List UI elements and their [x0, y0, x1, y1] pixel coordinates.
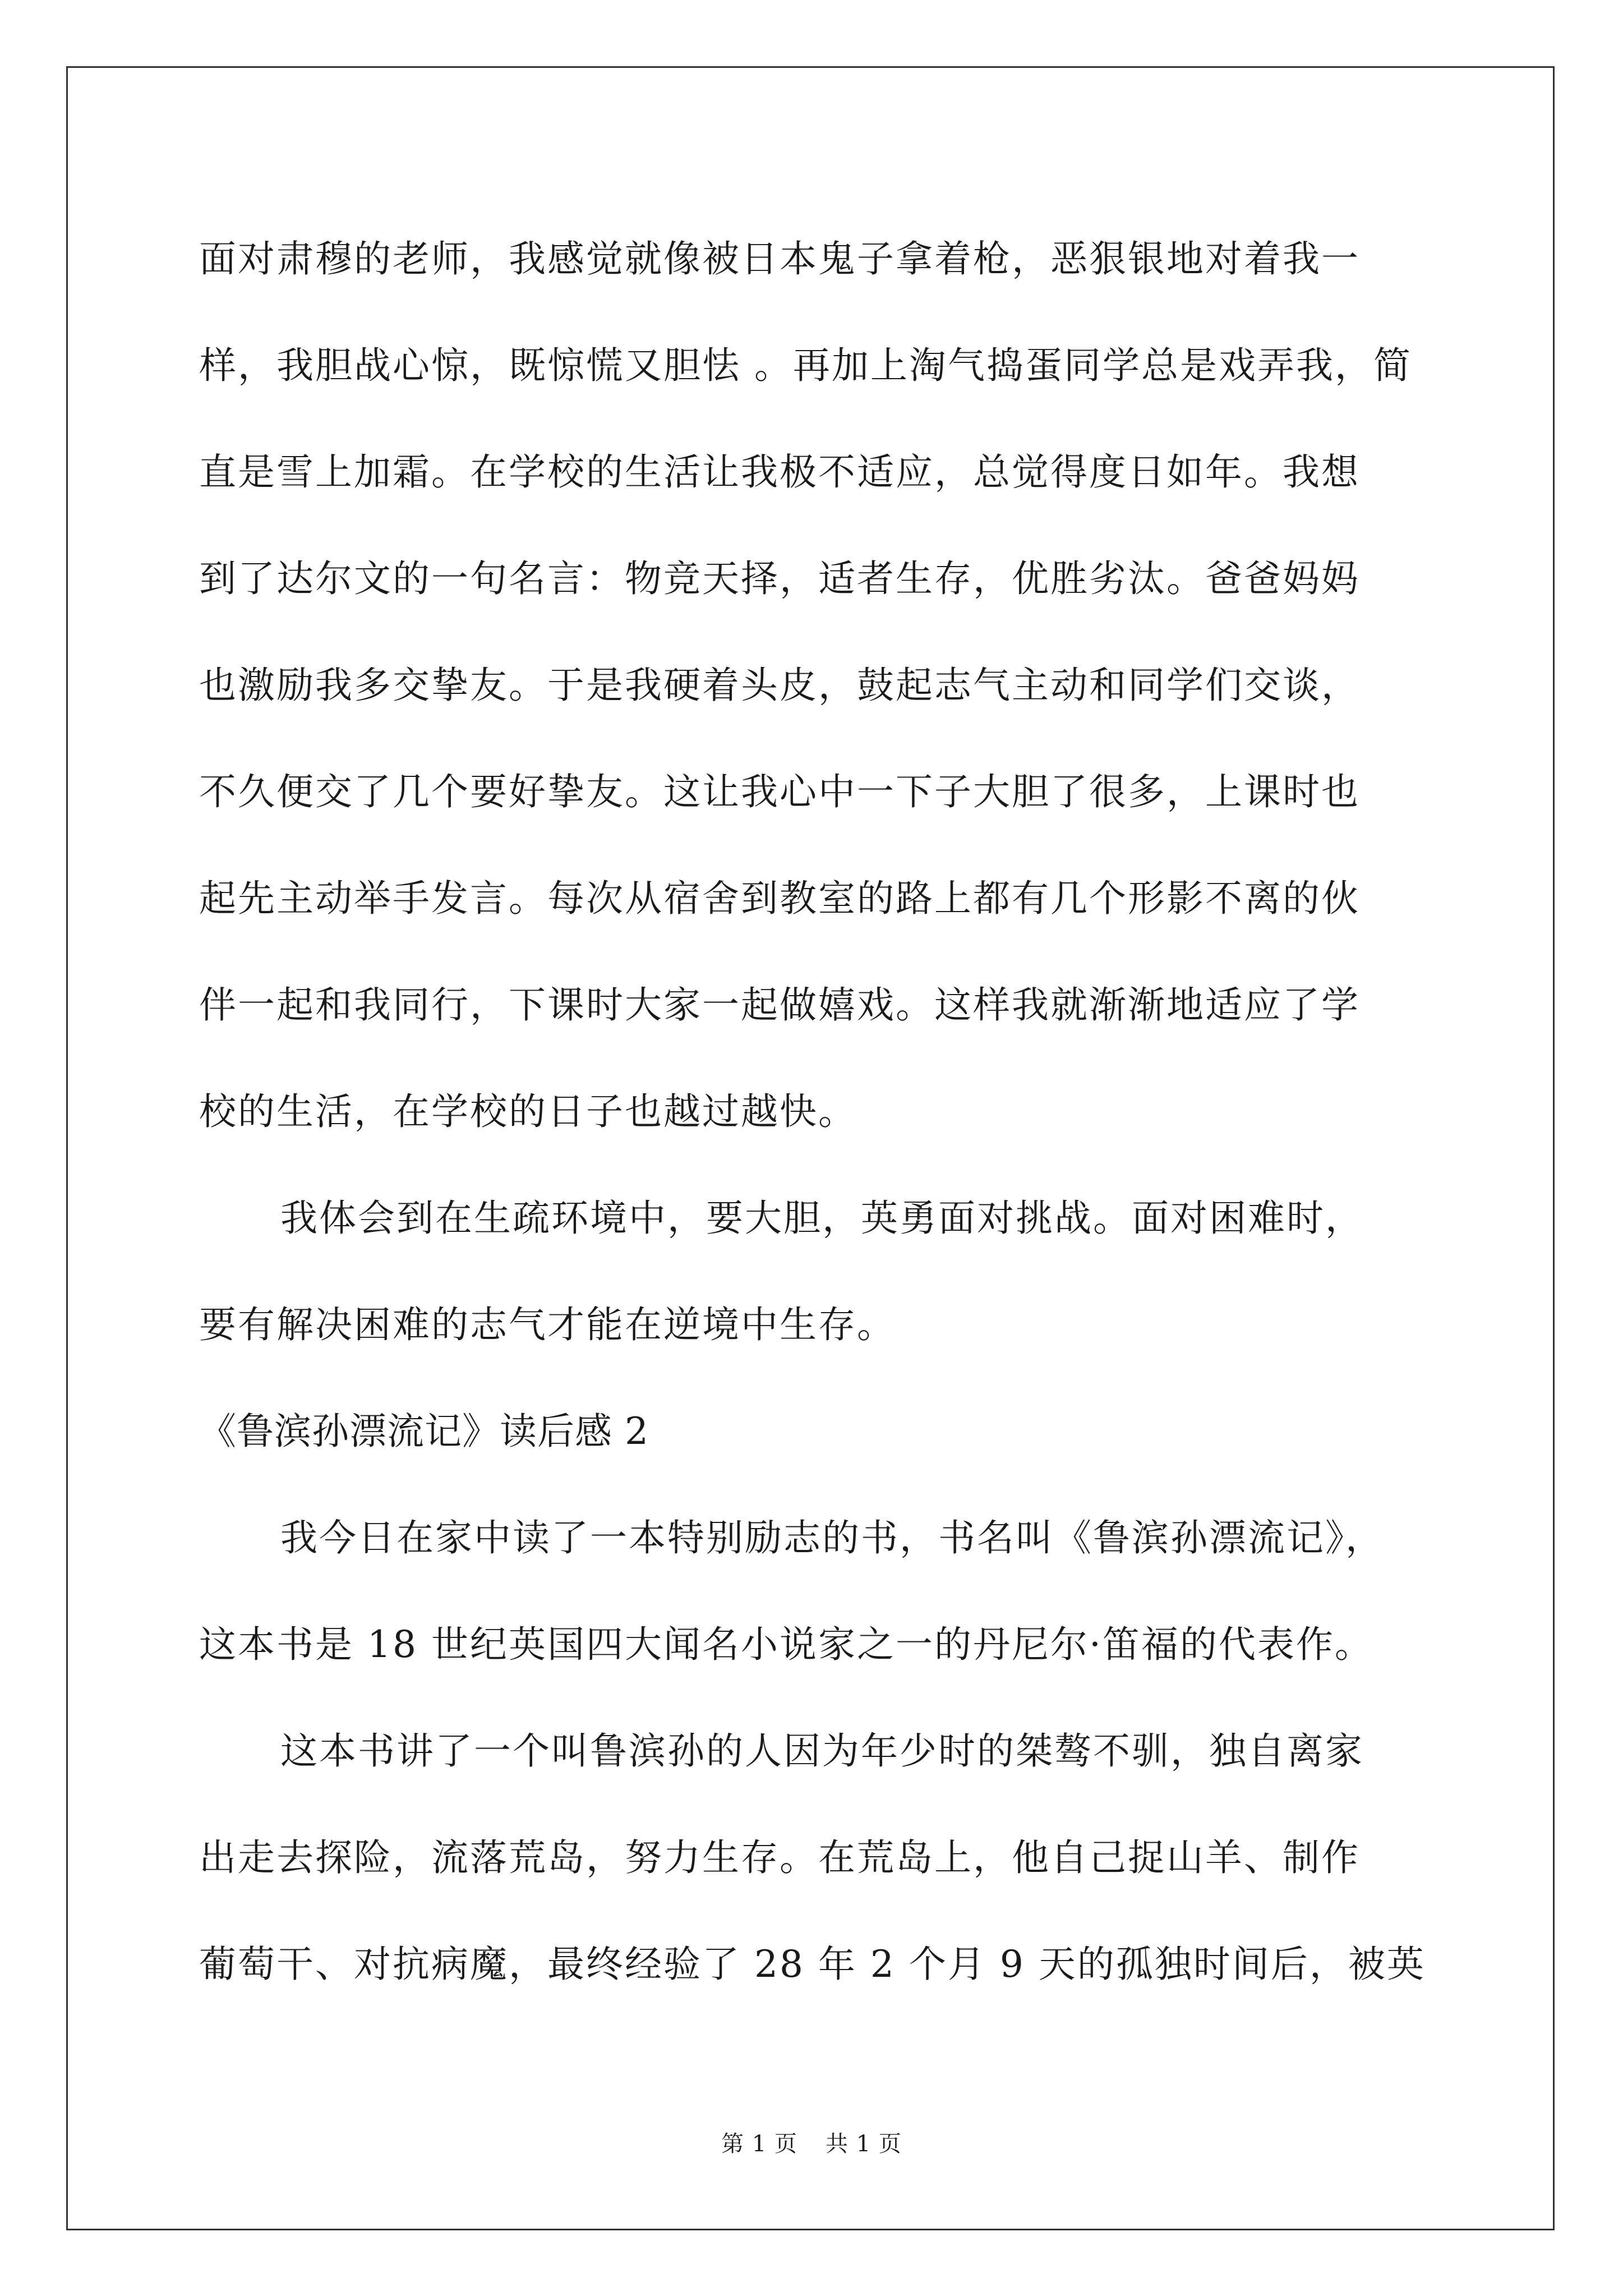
text-line: 到了达尔文的一句名言：物竞天择，适者生存，优胜劣汰。爸爸妈妈: [199, 556, 1360, 600]
paragraph-first-line: 我今日在家中读了一本特别励志的书，书名叫《鲁滨孙漂流记》，: [280, 1516, 1384, 1559]
text-line: 直是雪上加霜。在学校的生活让我极不适应，总觉得度日如年。我想: [199, 450, 1360, 494]
text-line: 也激励我多交挚友。于是我硬着头皮，鼓起志气主动和同学们交谈，: [199, 663, 1360, 707]
text-line: 面对肃穆的老师，我感觉就像被日本鬼子拿着枪，恶狠银地对着我一: [199, 237, 1360, 280]
page-total: 共 1 页: [826, 2131, 902, 2157]
text-line: 要有解决困难的志气才能在逆境中生存。: [199, 1303, 896, 1346]
text-line: 样，我胆战心惊，既惊慌又胆怯 。再加上淘气捣蛋同学总是戏弄我，简: [199, 343, 1412, 387]
paragraph-first-line: 这本书讲了一个叫鲁滨孙的人因为年少时的桀骜不驯，独自离家: [280, 1729, 1364, 1773]
text-line: 葡萄干、对抗病魔，最终经验了 28 年 2 个月 9 天的孤独时间后，被英: [199, 1942, 1426, 1986]
document-body: [199, 202, 1455, 2014]
text-line: 起先主动举手发言。每次从宿舍到教室的路上都有几个形影不离的伙: [199, 876, 1360, 920]
paragraph-first-line: 我体会到在生疏环境中，要大胆，英勇面对挑战。面对困难时，: [280, 1196, 1364, 1240]
text-line: 不久便交了几个要好挚友。这让我心中一下子大胆了很多，上课时也: [199, 770, 1360, 813]
text-line: 伴一起和我同行，下课时大家一起做嬉戏。这样我就渐渐地适应了学: [199, 983, 1360, 1027]
page-number: 第 1 页: [721, 2131, 797, 2157]
section-heading: 《鲁滨孙漂流记》读后感 2: [199, 1409, 649, 1453]
text-line: 校的生活，在学校的日子也越过越快。: [199, 1089, 857, 1133]
text-line: 这本书是 18 世纪英国四大闻名小说家之一的丹尼尔·笛福的代表作。: [199, 1622, 1373, 1666]
page-footer: [0, 2126, 1623, 2158]
text-line: 出走去探险，流落荒岛，努力生存。在荒岛上，他自己捉山羊、制作: [199, 1835, 1360, 1879]
